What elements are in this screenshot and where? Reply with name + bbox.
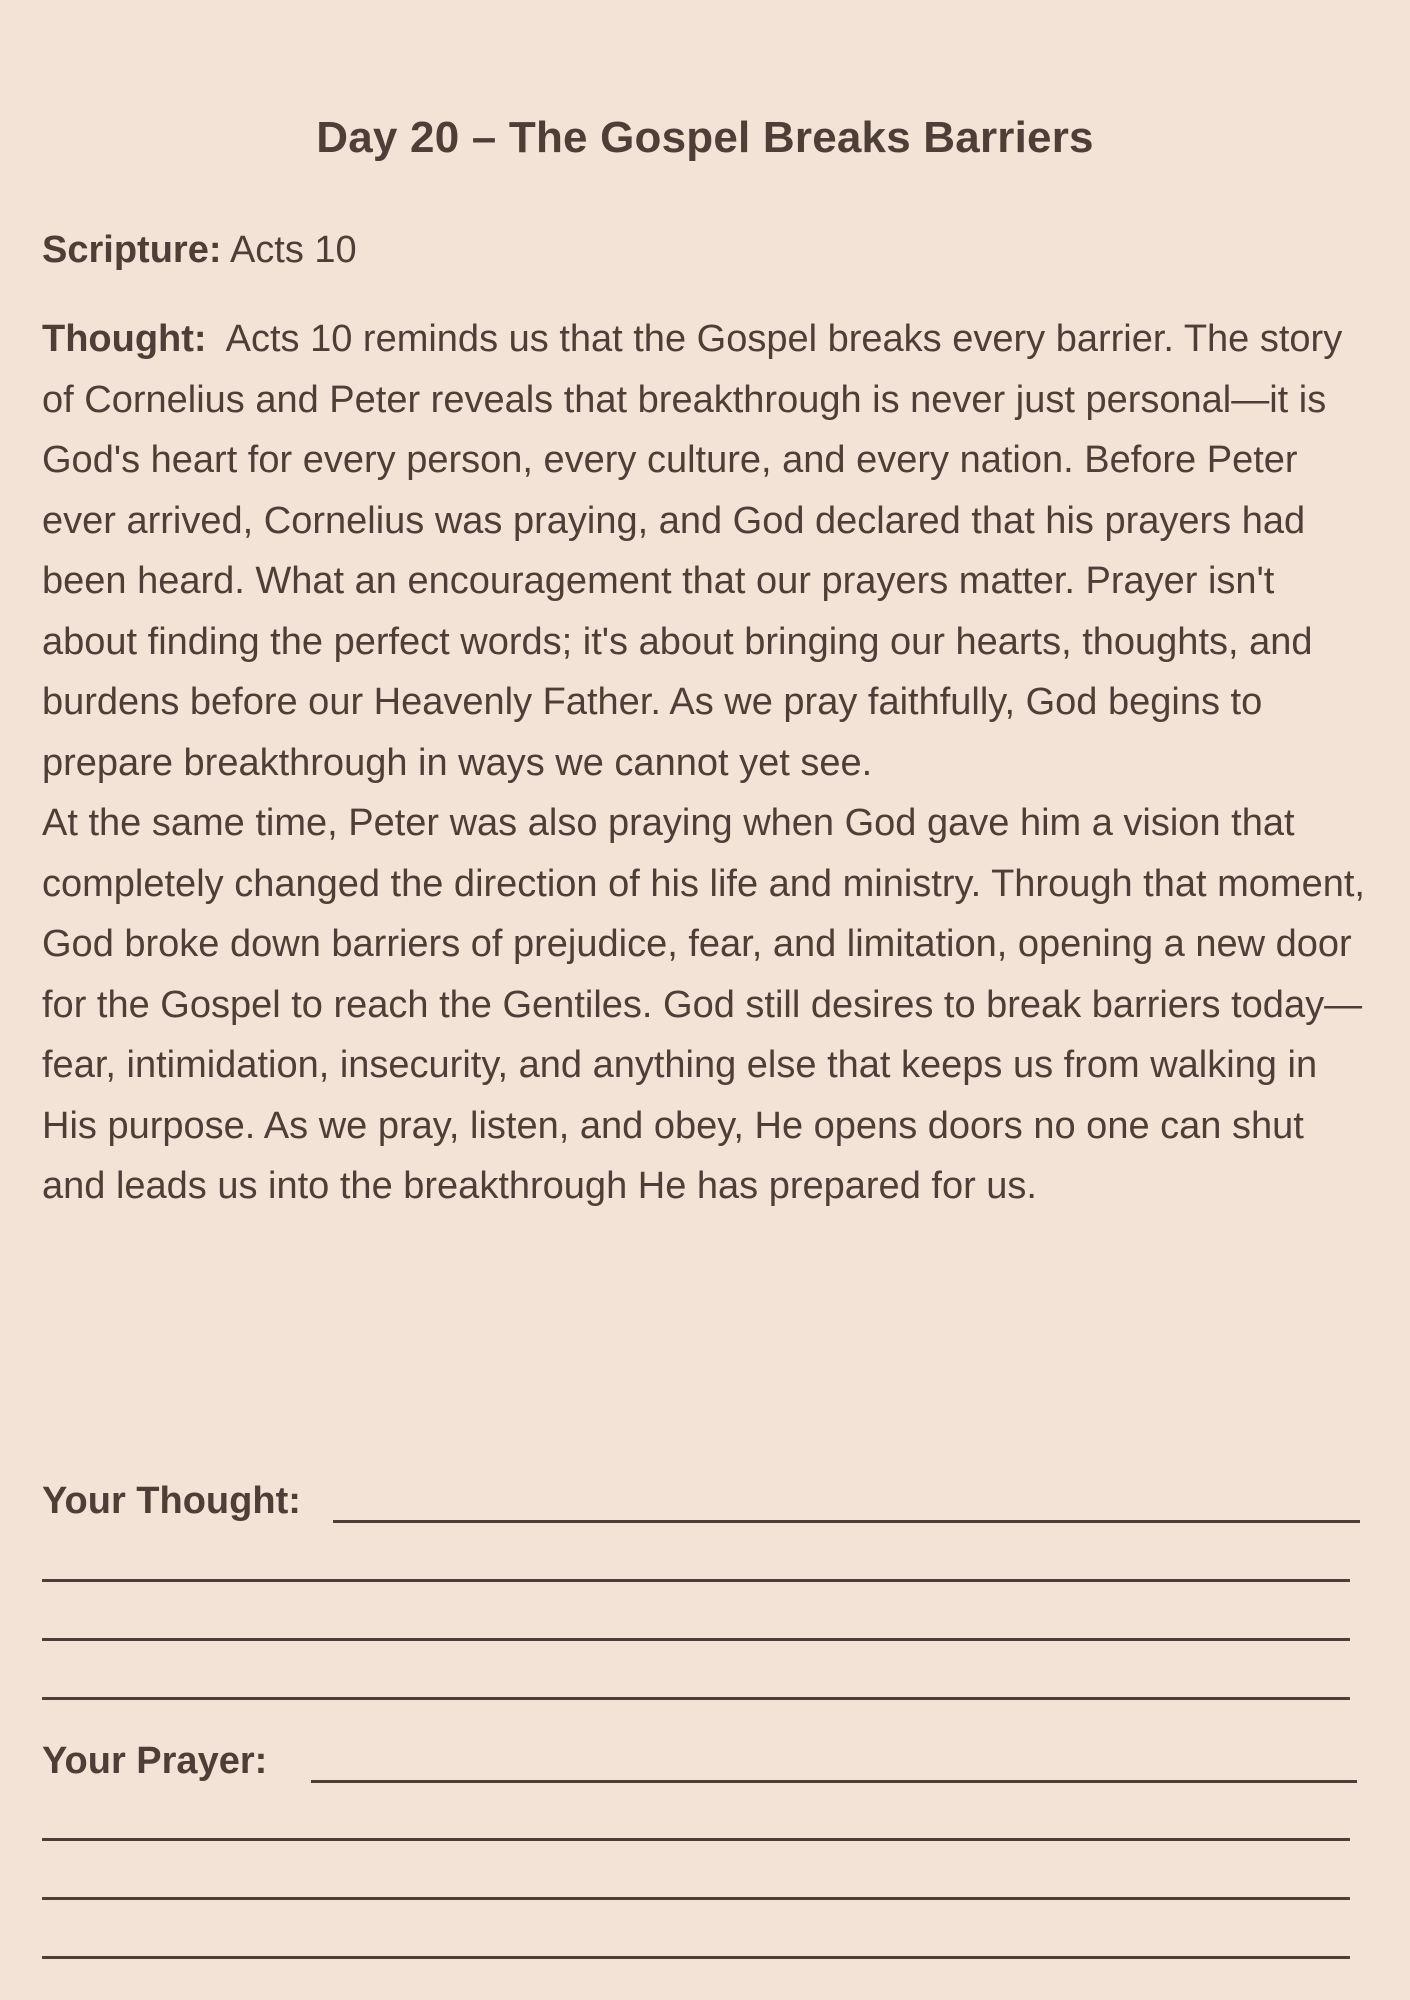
your-thought-label: Your Thought:: [42, 1480, 301, 1522]
scripture-label: Scripture:: [42, 229, 222, 271]
page-title: Day 20 – The Gospel Breaks Barriers: [316, 113, 1094, 162]
your-prayer-line-4[interactable]: [42, 1956, 1350, 1959]
thought-paragraph-2: At the same time, Peter was also praying when God gave him a vision that completely changed the direction of his life and ministry. Through that moment, God broke down barriers of prejudice, fear, and limitation, opening a new door for the Gospel to reach the Gentiles. God still desires to break barriers today—fear, intimidation, insecurity, and anything else that keeps us from walking in His purpose. As we pray, listen, and obey, He opens doors no one can shut and leads us into the breakthrough He has prepared for us.: [42, 802, 1365, 1207]
scripture-reference: Acts 10: [229, 229, 357, 271]
your-thought-line-4[interactable]: [42, 1697, 1350, 1700]
your-thought-line-2[interactable]: [42, 1579, 1350, 1582]
your-thought-line-1[interactable]: [333, 1520, 1360, 1523]
your-prayer-line-2[interactable]: [42, 1838, 1350, 1841]
thought-paragraph-1: [42, 309, 1372, 793]
your-prayer-label: Your Prayer:: [42, 1740, 268, 1782]
thought-paragraph-1-text: Acts 10 reminds us that the Gospel breaks every barrier. The story of Cornelius and Peter reveals that breakthrough is never just personal—it is God's heart for every person, every culture, and every nation. Before Peter ever arrived, Cornelius was praying, and God declared that his prayers had been heard. What an encouragement that our prayers matter. Prayer isn't about finding the perfect words; it's about bringing our hearts, thoughts, and burdens before our Heavenly Father. As we pray faithfully, God begins to prepare breakthrough in ways we cannot yet see.: [42, 318, 1343, 784]
your-prayer-line-1[interactable]: [311, 1780, 1357, 1783]
your-thought-line-3[interactable]: [42, 1638, 1350, 1641]
your-prayer-line-3[interactable]: [42, 1897, 1350, 1900]
thought-section: [42, 309, 1372, 1217]
scripture-line: [42, 222, 357, 278]
thought-label: Thought:: [42, 318, 207, 360]
